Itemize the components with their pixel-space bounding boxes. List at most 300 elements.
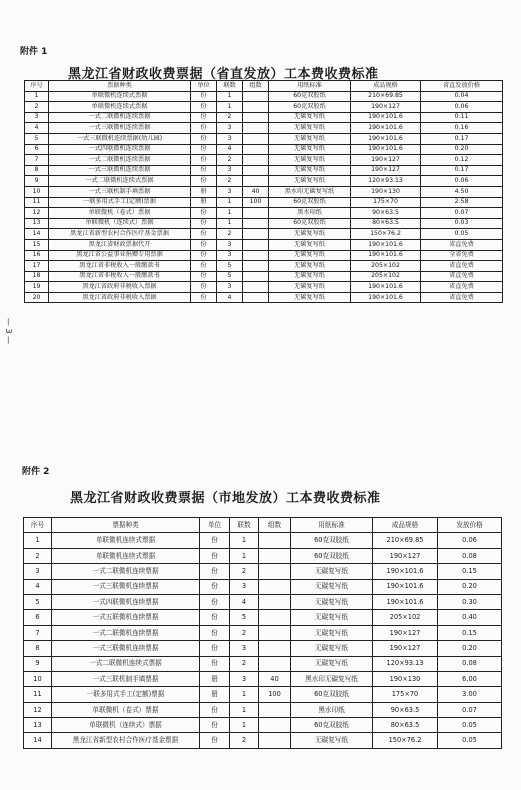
price-cell: 3.00 bbox=[438, 687, 502, 702]
fee-table-municipal bbox=[23, 517, 502, 749]
groups-cell bbox=[243, 176, 269, 187]
type-cell: 单联微机连续式票据 bbox=[49, 102, 191, 113]
seq-cell: 8 bbox=[24, 641, 52, 656]
price-cell: 省直免费 bbox=[421, 282, 503, 293]
type-cell: 一式二联微机连续票据 bbox=[49, 112, 191, 123]
groups-cell bbox=[243, 91, 269, 102]
table-row bbox=[25, 282, 503, 293]
price-cell: 0.20 bbox=[438, 641, 502, 656]
table-row bbox=[25, 165, 503, 176]
size-cell: 210×69.85 bbox=[373, 533, 438, 548]
paper-cell: 无碳复写纸 bbox=[269, 261, 351, 272]
paper-cell: 无碳复写纸 bbox=[291, 625, 373, 640]
column-header-paper: 用纸标准 bbox=[269, 81, 351, 92]
paper-cell: 无碳复写纸 bbox=[269, 292, 351, 303]
price-cell: 0.05 bbox=[421, 229, 503, 240]
price-cell: 0.05 bbox=[438, 718, 502, 733]
size-cell: 210×69.85 bbox=[351, 91, 421, 102]
groups-cell: 40 bbox=[259, 671, 291, 686]
seq-cell: 19 bbox=[25, 282, 49, 293]
size-cell: 190×127 bbox=[373, 548, 438, 563]
price-cell: 0.06 bbox=[421, 176, 503, 187]
type-cell: 一式三联机制手填票据 bbox=[52, 671, 200, 686]
type-cell: 一联多用式手工(定额)票据 bbox=[52, 687, 200, 702]
copies-cell: 4 bbox=[217, 144, 243, 155]
annex-1-label: 附件 1 bbox=[20, 47, 48, 57]
unit-cell: 份 bbox=[191, 261, 217, 272]
seq-cell: 13 bbox=[24, 718, 52, 733]
column-header-type: 票据种类 bbox=[52, 518, 200, 533]
groups-cell bbox=[243, 123, 269, 134]
unit-cell: 份 bbox=[200, 656, 230, 671]
groups-cell bbox=[243, 208, 269, 219]
seq-cell: 10 bbox=[24, 671, 52, 686]
groups-cell: 40 bbox=[243, 186, 269, 197]
type-cell: 一式二联微机连续票据 bbox=[49, 155, 191, 166]
column-header-paper: 用纸标准 bbox=[291, 518, 373, 533]
unit-cell: 份 bbox=[191, 155, 217, 166]
size-cell: 205×102 bbox=[351, 271, 421, 282]
price-cell: 0.03 bbox=[421, 218, 503, 229]
price-cell: 0.07 bbox=[438, 702, 502, 717]
paper-cell: 无碳复写纸 bbox=[269, 239, 351, 250]
copies-cell: 2 bbox=[217, 112, 243, 123]
type-cell: 一式三联微机连续票据 bbox=[52, 641, 200, 656]
type-cell: 单联微机（连续式）票据 bbox=[49, 218, 191, 229]
price-cell: 省直免费 bbox=[421, 292, 503, 303]
size-cell: 190×101.6 bbox=[351, 282, 421, 293]
table-row bbox=[24, 564, 502, 579]
copies-cell: 3 bbox=[217, 186, 243, 197]
groups-cell bbox=[259, 564, 291, 579]
column-header-unit: 单位 bbox=[200, 518, 230, 533]
seq-cell: 11 bbox=[24, 687, 52, 702]
size-cell: 90×63.5 bbox=[373, 702, 438, 717]
table-row bbox=[24, 671, 502, 686]
groups-cell: 100 bbox=[243, 197, 269, 208]
copies-cell: 2 bbox=[230, 564, 259, 579]
size-cell: 190×101.6 bbox=[351, 292, 421, 303]
size-cell: 190×127 bbox=[351, 155, 421, 166]
copies-cell: 1 bbox=[230, 548, 259, 563]
paper-cell: 无碳复写纸 bbox=[291, 564, 373, 579]
table-header-row bbox=[24, 518, 502, 533]
table-row bbox=[25, 144, 503, 155]
size-cell: 190×127 bbox=[373, 641, 438, 656]
size-cell: 190×127 bbox=[351, 102, 421, 113]
seq-cell: 4 bbox=[24, 579, 52, 594]
groups-cell bbox=[259, 625, 291, 640]
size-cell: 190×101.6 bbox=[351, 112, 421, 123]
groups-cell bbox=[259, 548, 291, 563]
paper-cell: 60克双胶纸 bbox=[269, 197, 351, 208]
table-row bbox=[25, 239, 503, 250]
groups-cell bbox=[259, 656, 291, 671]
paper-cell: 黑水印纸 bbox=[269, 208, 351, 219]
annex-2-label: 附件 2 bbox=[22, 467, 50, 477]
unit-cell: 份 bbox=[191, 250, 217, 261]
paper-cell: 无碳复写纸 bbox=[269, 282, 351, 293]
groups-cell bbox=[243, 133, 269, 144]
fee-table-provincial bbox=[24, 80, 503, 303]
paper-cell: 无碳复写纸 bbox=[269, 123, 351, 134]
seq-cell: 2 bbox=[25, 102, 49, 113]
type-cell: 单联微机连续式票据 bbox=[49, 91, 191, 102]
copies-cell: 1 bbox=[230, 687, 259, 702]
unit-cell: 份 bbox=[200, 610, 230, 625]
table-row bbox=[25, 186, 503, 197]
groups-cell bbox=[243, 229, 269, 240]
type-cell: 一式三联机制手填票据 bbox=[49, 186, 191, 197]
type-cell: 一式二联微机连续票据 bbox=[52, 625, 200, 640]
size-cell: 190×101.6 bbox=[351, 133, 421, 144]
price-cell: 0.20 bbox=[421, 144, 503, 155]
paper-cell: 黑水印无碳复写纸 bbox=[269, 186, 351, 197]
copies-cell: 3 bbox=[217, 165, 243, 176]
unit-cell: 份 bbox=[191, 271, 217, 282]
groups-cell bbox=[259, 641, 291, 656]
size-cell: 190×101.6 bbox=[373, 579, 438, 594]
unit-cell: 份 bbox=[191, 144, 217, 155]
type-cell: 一式四联微机连续票据 bbox=[49, 144, 191, 155]
seq-cell: 5 bbox=[24, 594, 52, 609]
size-cell: 120×93.13 bbox=[373, 656, 438, 671]
copies-cell: 2 bbox=[230, 656, 259, 671]
price-cell: 0.17 bbox=[421, 165, 503, 176]
seq-cell: 1 bbox=[25, 91, 49, 102]
paper-cell: 60克双胶纸 bbox=[269, 91, 351, 102]
table-header-row bbox=[25, 81, 503, 92]
price-cell: 0.04 bbox=[421, 91, 503, 102]
seq-cell: 11 bbox=[25, 197, 49, 208]
type-cell: 黑龙江省政府非税收入票据 bbox=[49, 282, 191, 293]
column-header-price: 发放价格 bbox=[438, 518, 502, 533]
copies-cell: 2 bbox=[217, 176, 243, 187]
paper-cell: 黑水印纸 bbox=[291, 702, 373, 717]
copies-cell: 3 bbox=[217, 282, 243, 293]
unit-cell: 份 bbox=[191, 208, 217, 219]
unit-cell: 份 bbox=[191, 123, 217, 134]
table-row bbox=[25, 261, 503, 272]
size-cell: 150×76.2 bbox=[373, 733, 438, 748]
price-cell: 全省免费 bbox=[421, 250, 503, 261]
price-cell: 省直免费 bbox=[421, 239, 503, 250]
seq-cell: 3 bbox=[25, 112, 49, 123]
unit-cell: 份 bbox=[191, 239, 217, 250]
seq-cell: 20 bbox=[25, 292, 49, 303]
table-row bbox=[24, 718, 502, 733]
size-cell: 80×63.5 bbox=[351, 218, 421, 229]
paper-cell: 60克双胶纸 bbox=[269, 102, 351, 113]
table-1-title: 黑龙江省财政收费票据（省直发放）工本费收费标准 bbox=[68, 67, 379, 82]
table-row bbox=[25, 102, 503, 113]
column-header-unit: 单位 bbox=[191, 81, 217, 92]
copies-cell: 5 bbox=[217, 261, 243, 272]
unit-cell: 份 bbox=[191, 218, 217, 229]
seq-cell: 9 bbox=[25, 176, 49, 187]
table-row bbox=[24, 702, 502, 717]
seq-cell: 9 bbox=[24, 656, 52, 671]
groups-cell bbox=[259, 718, 291, 733]
groups-cell bbox=[243, 282, 269, 293]
type-cell: 一式四联微机连续票据 bbox=[52, 594, 200, 609]
type-cell: 一式五联微机连续票据 bbox=[52, 610, 200, 625]
size-cell: 190×130 bbox=[373, 671, 438, 686]
unit-cell: 份 bbox=[191, 91, 217, 102]
copies-cell: 3 bbox=[230, 641, 259, 656]
unit-cell: 份 bbox=[191, 176, 217, 187]
type-cell: 单联微机（连续式）票据 bbox=[52, 718, 200, 733]
paper-cell: 无碳复写纸 bbox=[291, 656, 373, 671]
price-cell: 0.20 bbox=[438, 579, 502, 594]
column-header-groups: 组数 bbox=[243, 81, 269, 92]
table-row bbox=[25, 292, 503, 303]
groups-cell: 100 bbox=[259, 687, 291, 702]
copies-cell: 1 bbox=[217, 197, 243, 208]
paper-cell: 60克双胶纸 bbox=[269, 218, 351, 229]
price-cell: 0.30 bbox=[438, 594, 502, 609]
table-2-title: 黑龙江省财政收费票据（市地发放）工本费收费标准 bbox=[70, 491, 381, 506]
groups-cell bbox=[243, 102, 269, 113]
unit-cell: 份 bbox=[200, 548, 230, 563]
unit-cell: 册 bbox=[191, 186, 217, 197]
type-cell: 黑龙江省公益事业捐赠专用票据 bbox=[49, 250, 191, 261]
seq-cell: 12 bbox=[24, 702, 52, 717]
table-row bbox=[25, 250, 503, 261]
unit-cell: 份 bbox=[200, 641, 230, 656]
groups-cell bbox=[259, 594, 291, 609]
type-cell: 单联微机（卷式）票据 bbox=[52, 702, 200, 717]
price-cell: 省直免费 bbox=[421, 271, 503, 282]
table-row bbox=[25, 218, 503, 229]
seq-cell: 17 bbox=[25, 261, 49, 272]
price-cell: 0.07 bbox=[421, 208, 503, 219]
paper-cell: 无碳复写纸 bbox=[269, 176, 351, 187]
size-cell: 175×70 bbox=[373, 687, 438, 702]
table-row bbox=[25, 133, 503, 144]
table-row bbox=[24, 533, 502, 548]
type-cell: 黑龙江省非税收入一般缴款书 bbox=[49, 261, 191, 272]
paper-cell: 无碳复写纸 bbox=[269, 155, 351, 166]
column-header-size: 成品规格 bbox=[351, 81, 421, 92]
seq-cell: 6 bbox=[24, 610, 52, 625]
type-cell: 黑龙江省新型农村合作医疗基金票据 bbox=[52, 733, 200, 748]
unit-cell: 册 bbox=[191, 197, 217, 208]
groups-cell bbox=[243, 112, 269, 123]
seq-cell: 16 bbox=[25, 250, 49, 261]
unit-cell: 份 bbox=[200, 594, 230, 609]
paper-cell: 无碳复写纸 bbox=[269, 229, 351, 240]
table-row bbox=[25, 91, 503, 102]
paper-cell: 黑水印无碳复写纸 bbox=[291, 671, 373, 686]
paper-cell: 60克双胶纸 bbox=[291, 548, 373, 563]
size-cell: 190×101.6 bbox=[351, 144, 421, 155]
type-cell: 一式三联微机连续票据 bbox=[49, 165, 191, 176]
groups-cell bbox=[259, 579, 291, 594]
unit-cell: 份 bbox=[191, 133, 217, 144]
copies-cell: 4 bbox=[230, 594, 259, 609]
copies-cell: 3 bbox=[217, 123, 243, 134]
size-cell: 120×93.13 bbox=[351, 176, 421, 187]
copies-cell: 1 bbox=[217, 218, 243, 229]
type-cell: 单联微机连续式票据 bbox=[52, 548, 200, 563]
unit-cell: 份 bbox=[200, 718, 230, 733]
copies-cell: 1 bbox=[217, 91, 243, 102]
seq-cell: 14 bbox=[24, 733, 52, 748]
copies-cell: 2 bbox=[217, 155, 243, 166]
seq-cell: 1 bbox=[24, 533, 52, 548]
seq-cell: 12 bbox=[25, 208, 49, 219]
size-cell: 175×70 bbox=[351, 197, 421, 208]
paper-cell: 无碳复写纸 bbox=[291, 610, 373, 625]
price-cell: 0.05 bbox=[438, 733, 502, 748]
seq-cell: 10 bbox=[25, 186, 49, 197]
price-cell: 0.12 bbox=[421, 155, 503, 166]
type-cell: 单联微机连续式票据 bbox=[52, 533, 200, 548]
seq-cell: 18 bbox=[25, 271, 49, 282]
size-cell: 90×63.5 bbox=[351, 208, 421, 219]
price-cell: 2.58 bbox=[421, 197, 503, 208]
size-cell: 205×102 bbox=[351, 261, 421, 272]
copies-cell: 3 bbox=[217, 250, 243, 261]
seq-cell: 14 bbox=[25, 229, 49, 240]
groups-cell bbox=[243, 218, 269, 229]
copies-cell: 1 bbox=[230, 718, 259, 733]
price-cell: 省直免费 bbox=[421, 261, 503, 272]
seq-cell: 4 bbox=[25, 123, 49, 134]
table-row bbox=[25, 123, 503, 134]
type-cell: 一式二联微机连续式票据 bbox=[52, 656, 200, 671]
size-cell: 190×101.6 bbox=[351, 250, 421, 261]
paper-cell: 无碳复写纸 bbox=[269, 133, 351, 144]
price-cell: 6.00 bbox=[438, 671, 502, 686]
copies-cell: 5 bbox=[217, 271, 243, 282]
paper-cell: 无碳复写纸 bbox=[291, 594, 373, 609]
table-row bbox=[24, 579, 502, 594]
unit-cell: 份 bbox=[200, 625, 230, 640]
seq-cell: 8 bbox=[25, 165, 49, 176]
table-row bbox=[24, 656, 502, 671]
size-cell: 190×101.6 bbox=[351, 123, 421, 134]
table-row bbox=[24, 548, 502, 563]
size-cell: 205×102 bbox=[373, 610, 438, 625]
table-row bbox=[25, 208, 503, 219]
unit-cell: 份 bbox=[191, 102, 217, 113]
copies-cell: 1 bbox=[217, 208, 243, 219]
paper-cell: 无碳复写纸 bbox=[291, 733, 373, 748]
size-cell: 190×127 bbox=[351, 165, 421, 176]
unit-cell: 份 bbox=[200, 579, 230, 594]
size-cell: 80×63.5 bbox=[373, 718, 438, 733]
type-cell: 黑龙江省非税收入一般缴款书 bbox=[49, 271, 191, 282]
groups-cell bbox=[259, 702, 291, 717]
groups-cell bbox=[243, 165, 269, 176]
column-header-price: 省直发放价格 bbox=[421, 81, 503, 92]
price-cell: 0.08 bbox=[438, 548, 502, 563]
type-cell: 一式三联微机连续票据(幼儿园) bbox=[49, 133, 191, 144]
groups-cell bbox=[259, 533, 291, 548]
copies-cell: 3 bbox=[217, 133, 243, 144]
size-cell: 190×101.6 bbox=[373, 594, 438, 609]
table-row bbox=[24, 733, 502, 748]
page-number: — 3 — bbox=[4, 318, 13, 345]
copies-cell: 1 bbox=[230, 533, 259, 548]
type-cell: 黑龙江省财政票据代开 bbox=[49, 239, 191, 250]
groups-cell bbox=[243, 144, 269, 155]
copies-cell: 2 bbox=[217, 229, 243, 240]
table-row bbox=[25, 229, 503, 240]
type-cell: 黑龙江省政府非税收入票据 bbox=[49, 292, 191, 303]
size-cell: 190×127 bbox=[373, 625, 438, 640]
type-cell: 单联微机（卷式）票据 bbox=[49, 208, 191, 219]
type-cell: 一式三联微机连续票据 bbox=[52, 579, 200, 594]
unit-cell: 份 bbox=[200, 702, 230, 717]
size-cell: 190×101.6 bbox=[373, 564, 438, 579]
unit-cell: 份 bbox=[191, 282, 217, 293]
copies-cell: 1 bbox=[217, 102, 243, 113]
unit-cell: 份 bbox=[200, 733, 230, 748]
column-header-copies: 联数 bbox=[230, 518, 259, 533]
size-cell: 190×101.6 bbox=[351, 239, 421, 250]
groups-cell bbox=[259, 733, 291, 748]
copies-cell: 4 bbox=[217, 292, 243, 303]
groups-cell bbox=[243, 239, 269, 250]
column-header-seq: 序号 bbox=[25, 81, 49, 92]
type-cell: 一式二联微机连续票据 bbox=[52, 564, 200, 579]
size-cell: 150×76.2 bbox=[351, 229, 421, 240]
price-cell: 4.50 bbox=[421, 186, 503, 197]
seq-cell: 3 bbox=[24, 564, 52, 579]
price-cell: 0.40 bbox=[438, 610, 502, 625]
table-row bbox=[24, 610, 502, 625]
column-header-type: 票据种类 bbox=[49, 81, 191, 92]
copies-cell: 3 bbox=[230, 671, 259, 686]
copies-cell: 2 bbox=[230, 733, 259, 748]
table-row bbox=[25, 155, 503, 166]
groups-cell bbox=[243, 155, 269, 166]
unit-cell: 份 bbox=[191, 229, 217, 240]
groups-cell bbox=[243, 271, 269, 282]
unit-cell: 份 bbox=[191, 112, 217, 123]
copies-cell: 1 bbox=[230, 702, 259, 717]
table-row bbox=[24, 687, 502, 702]
groups-cell bbox=[243, 292, 269, 303]
price-cell: 0.16 bbox=[421, 123, 503, 134]
table-row bbox=[25, 197, 503, 208]
unit-cell: 份 bbox=[191, 165, 217, 176]
type-cell: 黑龙江省新型农村合作医疗基金票据 bbox=[49, 229, 191, 240]
table-row bbox=[25, 271, 503, 282]
price-cell: 0.08 bbox=[438, 656, 502, 671]
paper-cell: 60克双胶纸 bbox=[291, 718, 373, 733]
seq-cell: 15 bbox=[25, 239, 49, 250]
price-cell: 0.15 bbox=[438, 625, 502, 640]
copies-cell: 5 bbox=[230, 610, 259, 625]
unit-cell: 册 bbox=[200, 671, 230, 686]
seq-cell: 6 bbox=[25, 144, 49, 155]
groups-cell bbox=[243, 261, 269, 272]
table-row bbox=[25, 112, 503, 123]
groups-cell bbox=[243, 250, 269, 261]
paper-cell: 60克双胶纸 bbox=[291, 533, 373, 548]
size-cell: 190×130 bbox=[351, 186, 421, 197]
seq-cell: 7 bbox=[25, 155, 49, 166]
seq-cell: 2 bbox=[24, 548, 52, 563]
paper-cell: 无碳复写纸 bbox=[269, 165, 351, 176]
price-cell: 0.11 bbox=[421, 112, 503, 123]
unit-cell: 份 bbox=[200, 533, 230, 548]
unit-cell: 份 bbox=[200, 564, 230, 579]
